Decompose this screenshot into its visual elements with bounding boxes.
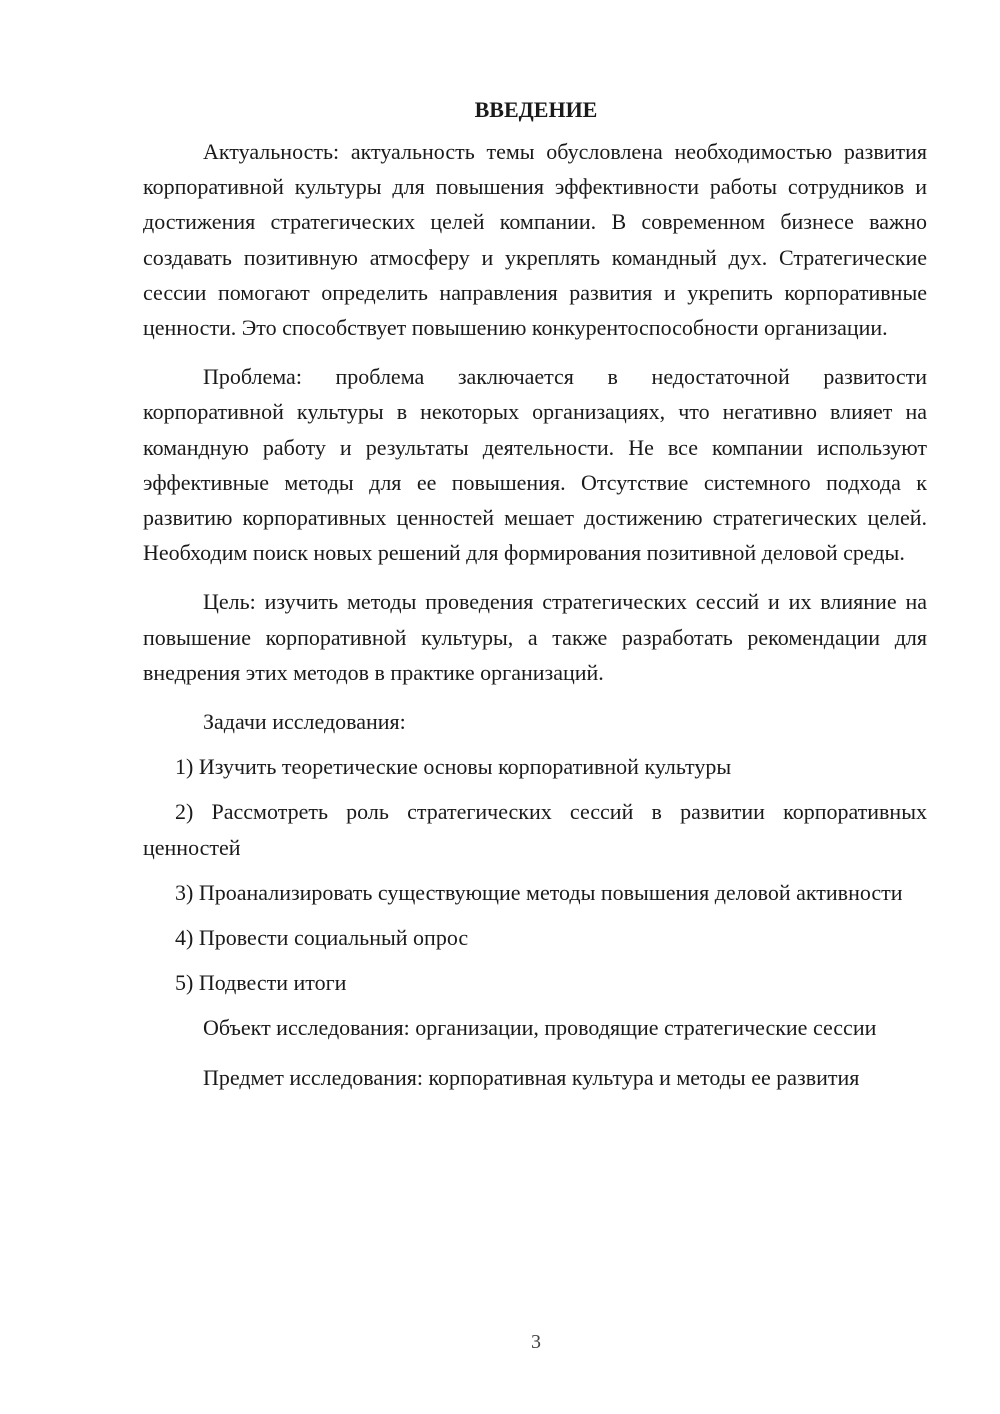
section-title: ВВЕДЕНИЕ bbox=[474, 97, 598, 122]
task-item-5: 5) Подвести итоги bbox=[175, 970, 347, 996]
subject-paragraph: Предмет исследования: корпоративная культура и методы ее развития bbox=[203, 1064, 860, 1090]
relevance-paragraph: Актуальность: актуальность темы обусловлена необходимостью развития корпоративной культуры для повышения эффективности работы сотрудников и достижения стратегических целей компании. В современном бизнесе важно создавать позитивную атмосферу и укреплять командный дух. Стратегические сессии помогают определить направления развития и укрепить корпоративные ценности. Это способствует повышению конкурентоспособности организации. bbox=[143, 139, 927, 341]
goal-paragraph: Цель: изучить методы проведения стратегических сессий и их влияние на повышение корпоративной культуры, а также разработать рекомендации для внедрения этих методов в практике организаций. bbox=[143, 589, 927, 685]
object-paragraph: Объект исследования: организации, проводящие стратегические сессии bbox=[203, 1015, 877, 1041]
task-item-3: 3) Проанализировать существующие методы повышения деловой активности bbox=[175, 879, 903, 905]
tasks-heading: Задачи исследования: bbox=[203, 709, 406, 735]
page-number: 3 bbox=[531, 1331, 541, 1353]
tasks-list bbox=[143, 749, 927, 1000]
page-content bbox=[143, 92, 927, 1095]
problem-paragraph: Проблема: проблема заключается в недостаточной развитости корпоративной культуры в некоторых организациях, что негативно влияет на командную работу и результаты деятельности. Не все компании используют эффективные методы для ее повышения. Отсутствие системного подхода к развитию корпоративных ценностей мешает достижению стратегических целей. Необходим поиск новых решений для формирования позитивной деловой среды. bbox=[143, 364, 927, 566]
task-item-4: 4) Провести социальный опрос bbox=[175, 925, 469, 951]
task-item-2: 2) Рассмотреть роль стратегических сессий в развитии корпоративных ценностей bbox=[143, 799, 927, 860]
task-item-1: 1) Изучить теоретические основы корпоративной культуры bbox=[175, 754, 732, 780]
